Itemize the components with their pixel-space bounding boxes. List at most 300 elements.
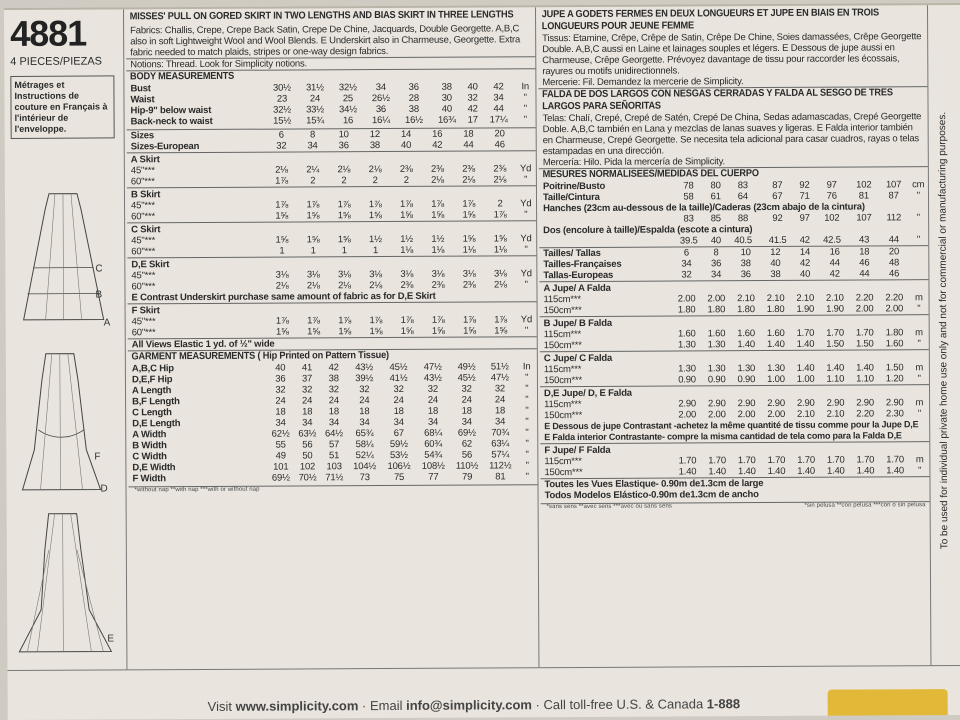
pattern-number: 4881 — [10, 12, 87, 54]
row-value: 1.70 — [767, 454, 786, 467]
row-unit: " — [525, 449, 529, 461]
row-value: 38 — [770, 268, 781, 280]
row-value: 37 — [301, 373, 313, 385]
row-value: 58 — [683, 191, 694, 203]
row-unit: " — [917, 408, 922, 420]
row-value: 1½ — [431, 233, 445, 245]
row-value: 50 — [302, 450, 313, 462]
row-value: 68¼ — [424, 427, 443, 439]
row-value: 2⅜ — [462, 163, 476, 175]
row-label: 150cm*** — [544, 409, 583, 422]
row-value: 24 — [302, 395, 313, 407]
row-unit: " — [917, 338, 921, 350]
row-value: 67 — [772, 190, 783, 202]
row-value: 1⅝ — [307, 326, 320, 338]
row-value: 101 — [273, 461, 289, 473]
row-value: 1.50 — [855, 338, 874, 350]
row-value: 18 — [427, 405, 439, 417]
row-label: A Width — [132, 429, 167, 441]
fabric-table — [127, 233, 536, 257]
row-value: 32 — [681, 269, 692, 281]
row-value: 18 — [328, 406, 339, 418]
fabric-block — [127, 185, 536, 222]
fabric-table — [127, 268, 536, 292]
row-value: 1⅞ — [337, 199, 351, 211]
row-value: 10 — [740, 247, 751, 259]
row-label: C Length — [132, 407, 172, 419]
row-value: 78 — [683, 180, 694, 192]
row-value: 57 — [328, 439, 340, 451]
skirt-sketch-e — [13, 509, 118, 660]
row-label: 150cm*** — [543, 339, 582, 352]
row-value: 1⅞ — [493, 209, 507, 221]
left-strip — [4, 9, 127, 670]
fabric-block-title: F Jupe/ F Falda — [544, 444, 611, 457]
row-value: 2.00 — [707, 409, 726, 421]
row-value: 42 — [432, 139, 443, 151]
row-value: 81 — [495, 471, 506, 483]
row-value: 1⅞ — [275, 315, 289, 327]
row-label: C Width — [132, 451, 167, 463]
row-value: 16 — [829, 246, 840, 258]
fabric-block-title: C Skirt — [131, 224, 161, 236]
row-value: 8 — [309, 129, 316, 141]
row-unit: " — [525, 405, 529, 417]
metric-fabric-requirements — [539, 279, 929, 478]
row-value: 2.20 — [856, 408, 875, 420]
row-value: 40 — [799, 268, 811, 280]
row-value: 15½ — [273, 115, 292, 127]
row-value: 2.00 — [737, 409, 756, 421]
row-value: 34 — [275, 417, 286, 429]
row-value: 83 — [737, 180, 748, 192]
row-value: 71 — [799, 190, 810, 202]
row-value: 73 — [359, 472, 370, 484]
row-value: 34 — [427, 416, 439, 428]
row-value: 44 — [829, 257, 840, 269]
french-mercerie: Mercerie: Fil. Demandez la mercerie de Simplicity. — [542, 76, 744, 89]
row-value: 1⅛ — [462, 244, 476, 256]
row-unit: " — [523, 114, 527, 126]
row-value: 32 — [427, 383, 438, 395]
row-value: 1.80 — [766, 303, 785, 316]
fabric-table — [127, 198, 536, 222]
row-value: 1⅞ — [399, 198, 413, 210]
row-value: 1⅝ — [369, 326, 383, 338]
row-value: 1.40 — [826, 465, 845, 477]
row-value: 31½ — [305, 82, 324, 94]
row-value: 2⅜ — [430, 163, 444, 175]
fabric-block — [539, 279, 928, 316]
row-value: 1.60 — [707, 328, 726, 340]
row-value: 1.10 — [826, 373, 845, 385]
pieces-count: 4 PIECES/PIEZAS — [10, 55, 103, 68]
row-value: 1⅛ — [400, 244, 414, 256]
row-value: 34 — [494, 416, 506, 428]
row-value: 1.20 — [885, 373, 904, 385]
row-value: 1⅝ — [462, 209, 476, 221]
row-value: 60¾ — [424, 438, 443, 450]
row-value: 1⅞ — [306, 199, 320, 211]
row-value: 32 — [393, 383, 404, 395]
row-value: 24 — [393, 394, 404, 406]
row-value: 2.30 — [885, 408, 904, 420]
row-value: 32 — [275, 384, 286, 396]
row-value: 41½ — [389, 372, 408, 384]
row-value: 61 — [710, 191, 721, 203]
fabric-table — [540, 397, 929, 421]
row-value: 97 — [799, 212, 810, 224]
row-value: 41 — [301, 362, 313, 374]
row-value: 2⅛ — [368, 164, 382, 176]
row-value: 2.00 — [767, 408, 786, 421]
english-fabric-requirements — [127, 150, 537, 338]
row-value: 1 — [279, 245, 285, 257]
row-label: Sizes-European — [130, 140, 200, 153]
row-value: 3⅛ — [462, 268, 476, 280]
row-value: 2⅛ — [338, 280, 351, 292]
row-value: 2 — [310, 175, 316, 187]
row-value: 2⅜ — [399, 163, 413, 175]
row-value: 69½ — [457, 427, 476, 439]
row-value: 1.30 — [678, 363, 696, 375]
fabric-block — [540, 384, 929, 443]
row-value: 40 — [770, 257, 781, 269]
row-unit: m — [915, 454, 924, 466]
row-value: 43½ — [355, 362, 374, 374]
row-unit: " — [524, 325, 529, 337]
row-value: 18 — [275, 406, 286, 418]
row-label: Tallas-Europeas — [543, 269, 614, 282]
row-unit: Yd — [520, 268, 532, 280]
row-value: 32½ — [338, 82, 357, 94]
row-value: 3⅛ — [493, 268, 507, 280]
row-value: 2⅜ — [462, 279, 476, 291]
row-value: 2.10 — [796, 292, 815, 304]
row-unit: Yd — [520, 314, 533, 326]
english-footnote: *without nap **with nap ***with or without nap — [134, 486, 260, 494]
row-value: 2⅛ — [337, 164, 351, 176]
row-unit: " — [525, 372, 529, 384]
row-value: 1⅝ — [462, 233, 476, 245]
row-value: 47½ — [490, 372, 509, 384]
fabric-block-title: D,E Skirt — [131, 259, 170, 271]
email-link[interactable]: info@simplicity.com — [406, 697, 532, 713]
row-unit: In — [521, 81, 529, 93]
view-label-f: F — [94, 451, 101, 463]
row-unit: " — [525, 427, 529, 439]
row-value: 1⅞ — [338, 315, 352, 327]
row-value: 48 — [888, 257, 900, 269]
fabric-block — [540, 349, 929, 386]
row-value: 1⅝ — [368, 210, 382, 222]
row-value: 1.40 — [737, 466, 756, 478]
row-value: 1 — [310, 245, 316, 257]
row-value: 3⅛ — [431, 268, 445, 280]
row-value: 38 — [740, 258, 751, 270]
row-value: 32 — [494, 383, 506, 395]
row-value: 1⅞ — [368, 199, 382, 211]
row-value: 64½ — [325, 428, 343, 440]
row-value: 85 — [710, 213, 721, 225]
row-value: 1⅛ — [493, 244, 507, 256]
row-value: 1.80 — [707, 304, 726, 316]
row-value: 16 — [432, 128, 443, 140]
row-value: 32 — [301, 384, 313, 396]
row-value: 2.90 — [737, 398, 756, 410]
row-label: 60"*** — [131, 246, 156, 258]
row-value: 18 — [859, 246, 870, 258]
row-value: 38 — [408, 103, 419, 115]
row-value: 36 — [338, 140, 349, 152]
row-value: 62 — [461, 438, 473, 450]
row-value: 1.40 — [708, 466, 727, 478]
row-label: 150cm*** — [543, 304, 582, 317]
row-value: 43½ — [423, 372, 442, 384]
row-value: 1.40 — [856, 362, 874, 374]
row-value: 49 — [275, 450, 286, 462]
row-value: 40 — [467, 81, 478, 93]
row-label: Tailles/ Tallas — [543, 247, 601, 260]
french-title: JUPE A GODETS FERMES EN DEUX LONGUEURS ET JUPE EN BIAIS EN TROIS LONGUEURS POUR JEUNE FEMME — [541, 7, 879, 33]
row-value: 102 — [856, 179, 872, 191]
fabric-block-title: B Skirt — [130, 189, 161, 201]
fabric-table — [540, 362, 929, 386]
row-value: 107 — [856, 212, 872, 224]
row-label: Tailles-Françaises — [543, 258, 622, 271]
row-value: 1⅞ — [307, 315, 320, 327]
row-value: 1.60 — [737, 328, 755, 340]
row-value: 14 — [799, 246, 811, 258]
row-value: 43 — [858, 234, 870, 246]
row-value: 24 — [461, 394, 472, 406]
row-value: 28 — [408, 92, 419, 104]
view-label-e: E — [107, 633, 115, 645]
row-value: 36 — [275, 373, 286, 385]
row-unit: " — [524, 244, 528, 256]
row-value: 102 — [299, 461, 316, 473]
row-value: 46 — [494, 139, 505, 151]
row-value: 2⅛ — [462, 174, 476, 186]
row-label: 45"*** — [131, 270, 156, 282]
row-label: 45"*** — [131, 316, 156, 328]
row-unit: " — [523, 92, 527, 104]
row-value: 18 — [494, 405, 506, 417]
row-value: 34 — [359, 417, 370, 429]
row-label: D,E Length — [132, 418, 181, 430]
english-elastic: All Views Elastic 1 yd. of ½" wide — [131, 338, 275, 351]
french-tissus: Tissus: Etamine, Crêpe, Crêpe de Satin, Crêpe De Chine, Soies damassées, Crêpe Georgette Double. A,B,C aussi en Laine et lainages souples et légers. E Dessous de jupe aussi en Charmeuse, Crêpe Georgette. Prévoyez davantage de tissu pour raccorder les écossais, rayures ou motifs unidirectionnels. — [542, 31, 922, 78]
row-value: 8 — [713, 247, 719, 259]
metric-sizes-table — [539, 246, 928, 281]
row-unit: " — [525, 416, 529, 428]
row-value: 34 — [461, 416, 472, 428]
row-value: 2 — [372, 175, 378, 187]
row-value: 106½ — [387, 460, 411, 472]
fabric-block-title: B Jupe/ B Falda — [543, 317, 612, 330]
row-value: 10 — [338, 129, 349, 141]
row-value: 45½ — [389, 361, 408, 373]
website-link[interactable]: www.simplicity.com — [235, 698, 359, 714]
row-value: 63½ — [298, 428, 317, 440]
row-value: 46 — [859, 257, 870, 269]
spanish-telas: Telas: Chalí, Crepé, Crepé de Satén, Crepé De China, Sedas adamascadas, Crepé Georgette Doble. A,B,C también en Lana y mezclas de lanas suaves y ligeras. E Falda interior también en Charmeuse, Crepé Georgette. Se necesita tela adicional para casar cuadros, rayas o telas estampadas en una dirección. — [542, 111, 922, 158]
row-value: 1.40 — [678, 466, 697, 478]
row-value: 41.5 — [768, 234, 787, 246]
row-value: 26½ — [371, 92, 390, 105]
row-value: 1.70 — [856, 454, 875, 466]
row-value: 1⅝ — [275, 210, 289, 222]
row-unit: " — [524, 174, 528, 186]
row-value: 34 — [493, 92, 504, 104]
fabric-block-title: D,E Jupe/ D, E Falda — [543, 387, 632, 400]
row-value: 69½ — [271, 472, 290, 484]
row-value: 34 — [711, 269, 722, 281]
row-value: 1.80 — [885, 327, 904, 339]
row-value: 1.40 — [826, 362, 845, 374]
row-value: 40 — [275, 362, 286, 374]
elastic-fr: Toutes les Vues Elastique- 0.90m de1.3cm de large — [544, 478, 764, 491]
pattern-envelope-back — [4, 3, 960, 720]
row-value: 1⅞ — [275, 175, 288, 187]
row-label: 115cm*** — [543, 363, 582, 376]
row-value: 32 — [461, 383, 472, 395]
fabric-note: E Dessous de jupe Contrastant -achetez la même quantité de tissu comme pour la Jupe D,E — [544, 419, 919, 432]
row-value: 16¾ — [437, 114, 456, 126]
row-unit: " — [525, 438, 529, 450]
row-value: 1½ — [368, 234, 382, 246]
row-unit: Yd — [520, 198, 532, 210]
row-value: 2.20 — [885, 292, 904, 304]
row-value: 40.5 — [734, 235, 752, 247]
row-value: 0.90 — [707, 374, 726, 386]
row-value: 1⅝ — [431, 325, 445, 337]
row-unit: " — [525, 394, 529, 406]
row-value: 1.70 — [886, 454, 904, 466]
row-label: 45"*** — [131, 200, 155, 212]
english-notions: Notions: Thread. Look for Simplicity notions. — [130, 58, 308, 71]
row-value: 2.10 — [826, 292, 844, 304]
row-value: 51 — [328, 450, 340, 462]
row-value: 3⅛ — [275, 269, 289, 281]
row-value: 1.00 — [796, 373, 815, 385]
row-value: 1.40 — [796, 338, 815, 350]
row-value: 2.10 — [796, 408, 815, 420]
row-label: Back-neck to waist — [130, 115, 213, 128]
row-value: 81 — [858, 190, 869, 202]
row-value: 1⅝ — [400, 209, 413, 221]
row-value: 2¼ — [306, 164, 320, 176]
row-value: 1⅝ — [337, 234, 351, 246]
fabric-note: E Falda interior Contrastante- compre la misma cantidad de tela como para la Falda D,E — [544, 430, 902, 443]
row-value: 1.60 — [766, 327, 785, 340]
row-label: D,E Width — [132, 462, 176, 474]
spanish-merceria: Mercería: Hilo. Pida la mercería de Simplicity. — [542, 156, 725, 169]
row-value: 2.00 — [678, 409, 697, 421]
row-value: 1.70 — [826, 454, 845, 466]
row-value: 2 — [403, 174, 409, 186]
bottom-band — [7, 665, 960, 700]
row-value: 1.40 — [796, 362, 815, 374]
row-value: 110½ — [455, 460, 479, 472]
row-value: 102 — [824, 212, 840, 224]
french-spanish-column — [538, 5, 931, 667]
row-value: 44 — [888, 234, 899, 246]
row-value: 2.10 — [766, 292, 785, 305]
row-value: 42 — [467, 103, 478, 115]
row-label — [539, 214, 671, 226]
row-unit: " — [916, 212, 921, 224]
row-value: 23 — [276, 93, 288, 105]
row-value: 34 — [681, 258, 692, 270]
row-value: 34 — [307, 140, 318, 152]
row-value: 3⅛ — [337, 269, 351, 281]
row-value: 40 — [441, 103, 452, 115]
row-value: 53½ — [389, 449, 408, 461]
row-value: 52¼ — [355, 450, 374, 462]
row-value: 1.70 — [797, 454, 815, 466]
row-unit: " — [525, 471, 529, 483]
row-value: 108½ — [421, 460, 445, 472]
row-value: 1.60 — [885, 338, 904, 350]
row-value: 63¼ — [491, 438, 510, 450]
row-value: 3⅛ — [306, 269, 320, 281]
row-value: 32 — [276, 140, 287, 152]
row-label: A Length — [131, 385, 172, 397]
row-value: 2⅜ — [431, 279, 445, 291]
row-value: 1½ — [400, 233, 414, 245]
row-unit: " — [524, 279, 528, 291]
row-value: 0.90 — [678, 374, 696, 386]
row-value: 2 — [497, 198, 503, 210]
row-value: 2 — [341, 175, 347, 187]
row-value: 1.10 — [856, 373, 874, 385]
row-value: 1⅝ — [275, 326, 289, 338]
row-value: 1.30 — [737, 363, 756, 375]
row-value: 46 — [888, 268, 900, 280]
row-value: 2.90 — [767, 397, 786, 410]
view-label-a: A — [103, 317, 111, 329]
measure-row — [128, 471, 537, 484]
row-value: 24 — [309, 93, 321, 105]
row-value: 2⅛ — [275, 164, 288, 176]
row-label: 60"*** — [130, 176, 155, 188]
row-unit: In — [522, 361, 531, 373]
row-unit — [909, 257, 928, 268]
row-unit: m — [915, 397, 924, 409]
row-value: 34 — [328, 417, 340, 429]
fabric-table — [540, 454, 929, 478]
fabric-table — [540, 292, 929, 316]
row-value: 18 — [461, 405, 472, 417]
row-value: 2.90 — [678, 398, 697, 410]
row-value: 92 — [799, 179, 810, 191]
garment-measurements-title: GARMENT MEASUREMENTS ( Hip Printed on Pattern Tissue) — [131, 349, 389, 363]
row-value: 12 — [770, 246, 781, 258]
phone-number: 1-888 — [706, 696, 741, 712]
row-label: 115cm*** — [543, 293, 581, 306]
row-value: 64 — [737, 191, 748, 203]
english-title: MISSES' PULL ON GORED SKIRT IN TWO LENGTHS AND BIAS SKIRT IN THREE LENGTHS — [129, 9, 514, 23]
row-value: 1.90 — [826, 303, 844, 315]
row-value: 34½ — [338, 104, 357, 116]
row-value: 58¼ — [355, 439, 374, 451]
row-value: 112½ — [489, 460, 512, 472]
row-label: 60"*** — [131, 281, 156, 293]
row-value: 59½ — [389, 438, 408, 450]
fabric-block — [127, 255, 536, 303]
row-label: 115cm*** — [543, 328, 582, 341]
